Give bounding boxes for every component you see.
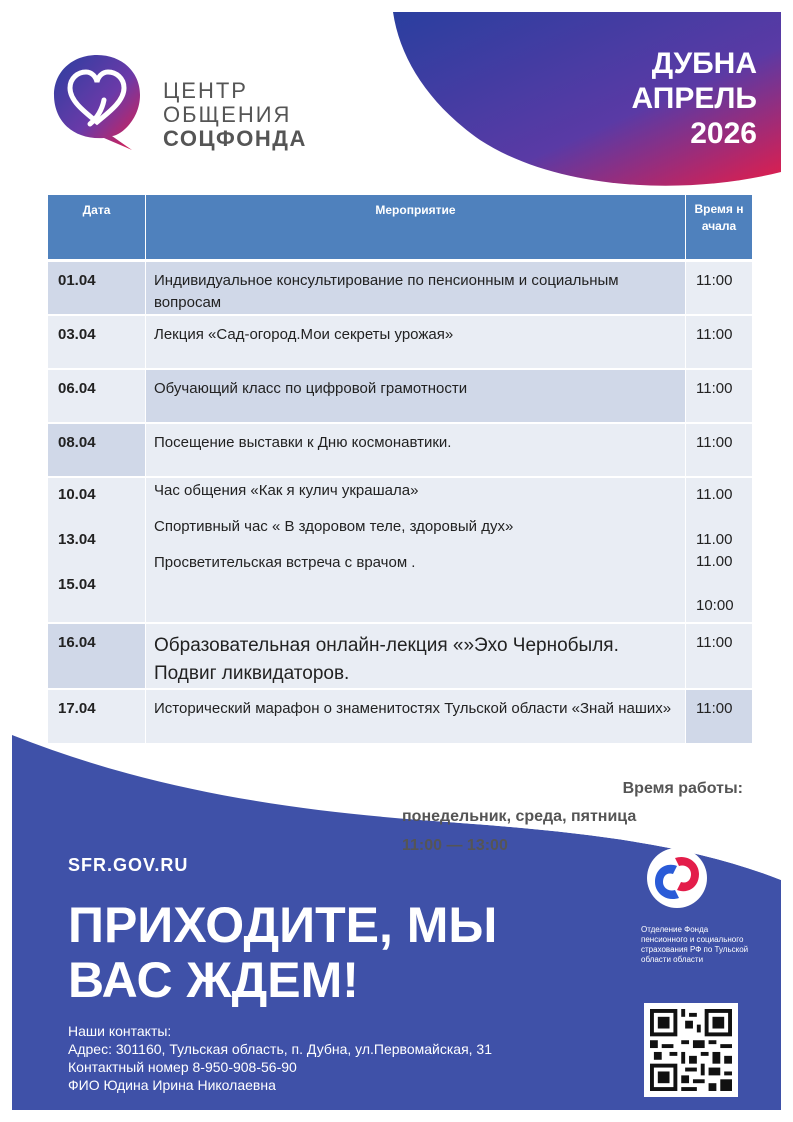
row-event: Индивидуальное консультирование по пенсионным и социальным вопросам xyxy=(146,262,686,314)
row-time: 11:00 xyxy=(686,262,752,314)
events-table xyxy=(48,195,752,743)
row-date: 13.04 xyxy=(58,531,96,548)
heart-logo-icon xyxy=(52,50,142,150)
website-link[interactable]: SFR.GOV.RU xyxy=(68,855,189,875)
row-events xyxy=(146,478,686,622)
row-event: Просветительская встреча с врачом . xyxy=(154,554,416,571)
row-time: 11:00 xyxy=(686,424,752,476)
slogan-line-2: ВАС ЖДЕМ! xyxy=(68,952,359,1008)
table-row xyxy=(48,622,752,688)
row-date: 16.04 xyxy=(48,624,146,688)
qr-code-icon[interactable] xyxy=(644,1003,738,1097)
table-row xyxy=(48,422,752,476)
working-days: понедельник, среда, пятница xyxy=(402,808,637,825)
table-row xyxy=(48,259,752,314)
working-hours-title: Время работы: xyxy=(622,780,743,797)
sfr-caption: Отделение Фонда пенсионного и социального страхования РФ по Тульской области области xyxy=(641,925,749,964)
row-event: Лекция «Сад-огород.Мои секреты урожая» xyxy=(146,316,686,368)
row-time: 11:00 xyxy=(686,690,752,743)
row-event: Исторический марафон о знаменитостях Тульской области «Знай наших» xyxy=(146,690,686,743)
row-time: 11.00 xyxy=(696,486,733,503)
table-header xyxy=(48,195,752,259)
slogan xyxy=(68,898,497,1008)
row-time: 11:00 xyxy=(686,624,752,688)
row-date: 08.04 xyxy=(48,424,146,476)
sfr-logo-icon xyxy=(641,848,713,908)
row-time: 11.00 xyxy=(696,531,733,548)
table-row-multi xyxy=(48,476,752,622)
row-date: 15.04 xyxy=(58,576,96,593)
row-time: 11:00 xyxy=(686,370,752,422)
row-date: 17.04 xyxy=(48,690,146,743)
row-date: 10.04 xyxy=(58,486,96,503)
contacts-person: ФИО Юдина Ирина Николаевна xyxy=(68,1077,276,1093)
row-date: 03.04 xyxy=(48,316,146,368)
contacts-phone[interactable]: Контактный номер 8-950-908-56-90 xyxy=(68,1059,297,1075)
header-event: Мероприятие xyxy=(146,195,686,259)
contacts-block xyxy=(68,1022,492,1094)
row-event: Посещение выставки к Дню космонавтики. xyxy=(146,424,686,476)
row-date: 06.04 xyxy=(48,370,146,422)
header-date: Дата xyxy=(48,195,146,259)
header-time: Время начала xyxy=(694,202,744,233)
row-event: Обучающий класс по цифровой грамотности xyxy=(146,370,686,422)
contacts-address: Адрес: 301160, Тульская область, п. Дубна, ул.Первомайская, 31 xyxy=(68,1041,492,1057)
row-event: Образовательная онлайн-лекция «»Эхо Чернобыля. Подвиг ликвидаторов. xyxy=(146,624,686,688)
month-name: АПРЕЛЬ xyxy=(631,82,757,115)
table-row xyxy=(48,368,752,422)
table-row xyxy=(48,314,752,368)
logo-line-3: СОЦФОНДА xyxy=(163,126,307,151)
logo-wordmark xyxy=(163,80,307,150)
logo-line-1: ЦЕНТР xyxy=(163,78,248,103)
row-dates xyxy=(48,478,146,622)
year: 2026 xyxy=(690,117,757,150)
contacts-title: Наши контакты: xyxy=(68,1023,172,1039)
row-event: Час общения «Как я кулич украшала» xyxy=(154,482,419,499)
logo-line-2: ОБЩЕНИЯ xyxy=(163,102,292,127)
row-event: Спортивный час « В здоровом теле, здоровый дух» xyxy=(154,518,514,535)
row-time: 11:00 xyxy=(686,316,752,368)
city-name: ДУБНА xyxy=(651,47,757,80)
row-time: 10:00 xyxy=(696,597,734,614)
row-time: 11.00 xyxy=(696,553,733,570)
row-date: 01.04 xyxy=(48,262,146,314)
city-date-block xyxy=(632,46,757,151)
row-times xyxy=(686,478,752,622)
working-time: 11:00 — 13:00 xyxy=(402,837,508,854)
slogan-line-1: ПРИХОДИТЕ, МЫ xyxy=(68,897,498,953)
